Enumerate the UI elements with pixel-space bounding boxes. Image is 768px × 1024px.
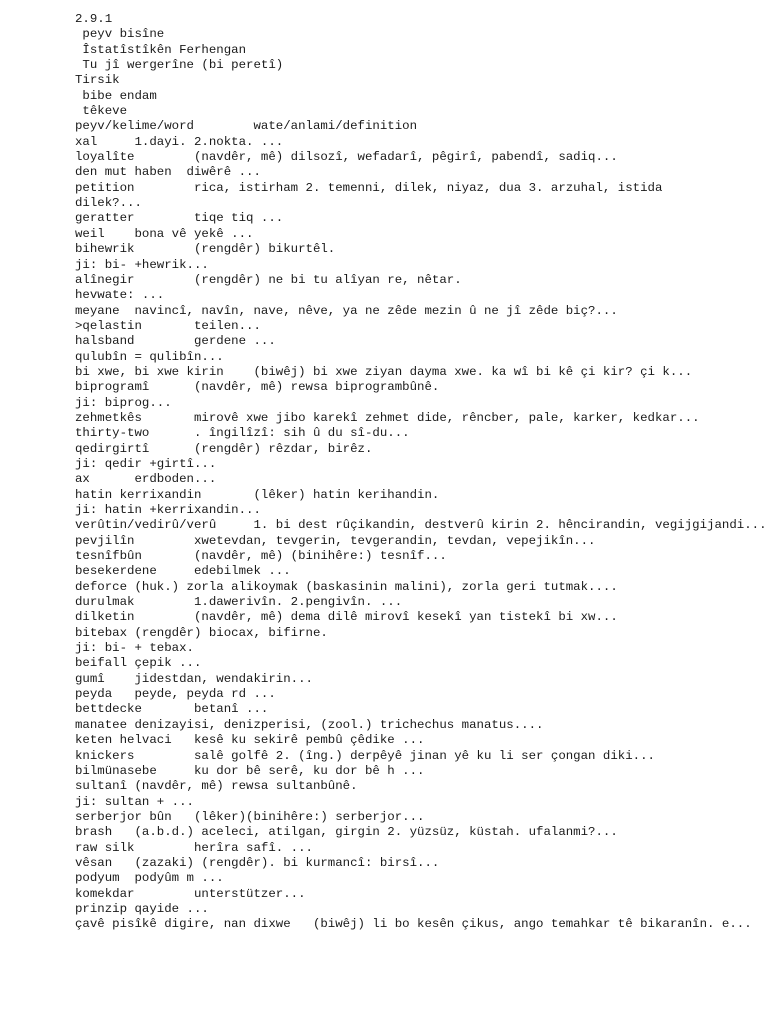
entry-line: hatin kerrixandin (lêker) hatin kerihandin.: [75, 487, 440, 502]
entry-line: prinzip qayide ...: [75, 901, 209, 916]
entry-line: petition rica, istirham 2. temenni, dilek, niyaz, dua 3. arzuhal, istida: [75, 180, 663, 195]
entry-line: podyum podyûm m ...: [75, 871, 224, 886]
entry-line: biprogramî (navdêr, mê) rewsa biprogrambûnê.: [75, 380, 440, 395]
header-line: Tu jî wergerîne (bi peretî): [75, 58, 284, 73]
entry-line: alînegir (rengdêr) ne bi tu alîyan re, nêtar.: [75, 272, 462, 287]
entry-line: gumî jidestdan, wendakirin...: [75, 671, 313, 686]
dictionary-document: [75, 12, 767, 933]
entry-line: peyda peyde, peyda rd ...: [75, 687, 276, 702]
entry-line: bettdecke betanî ...: [75, 702, 269, 717]
entry-line: ji: sultan + ...: [75, 794, 194, 809]
entry-line: keten helvaci kesê ku sekirê pembû çêdike ...: [75, 733, 425, 748]
entry-line: verûtin/vedirû/verû 1. bi dest rûçikandin, destverû kirin 2. hêncirandin, vegijgijandi...: [75, 518, 767, 533]
entry-line: ji: qedir +girtî...: [75, 456, 217, 471]
entry-line: deforce (huk.) zorla alikoymak (baskasinin malini), zorla geri tutmak....: [75, 579, 618, 594]
entry-line: geratter tiqe tiq ...: [75, 211, 284, 226]
entry-line: bitebax (rengdêr) biocax, bifirne.: [75, 625, 328, 640]
header-line: bibe endam: [75, 88, 157, 103]
entry-line: serberjor bûn (lêker)(binihêre:) serberjor...: [75, 809, 425, 824]
entry-line: beifall çepik ...: [75, 656, 202, 671]
entry-line: ji: biprog...: [75, 395, 172, 410]
entry-line: raw silk herîra safî. ...: [75, 840, 313, 855]
header-line: Îstatîstîkên Ferhengan: [75, 42, 247, 57]
entry-line: halsband gerdene ...: [75, 334, 276, 349]
entry-line: brash (a.b.d.) aceleci, atilgan, girgin 2. yüzsüz, küstah. ufalanmi?...: [75, 825, 618, 840]
entry-line: ji: bi- + tebax.: [75, 641, 194, 656]
entry-line: loyalîte (navdêr, mê) dilsozî, wefadarî, pêgirî, pabendî, sadiq...: [75, 150, 618, 165]
entry-line: bi xwe, bi xwe kirin (biwêj) bi xwe ziyan dayma xwe. ka wî bi kê çi kir? çi k...: [75, 364, 693, 379]
entry-line: çavê pisîkê digire, nan dixwe (biwêj) li bo kesên çikus, ango temahkar tê bikaranîn. e...: [75, 917, 752, 932]
entry-line: manatee denizayisi, denizperisi, (zool.) trichechus manatus....: [75, 717, 544, 732]
entry-line: tesnîfbûn (navdêr, mê) (binihêre:) tesnîf...: [75, 549, 447, 564]
entry-line: ax erdboden...: [75, 472, 217, 487]
entry-line: hevwate: ...: [75, 288, 165, 303]
header-line: Tirsik: [75, 73, 120, 88]
entry-line: dilek?...: [75, 196, 142, 211]
entry-line: besekerdene edebilmek ...: [75, 564, 291, 579]
entry-line: zehmetkês mirovê xwe jibo karekî zehmet dide, rêncber, pale, karker, kedkar...: [75, 410, 700, 425]
entry-line: >qelastin teilen...: [75, 318, 261, 333]
entry-line: komekdar unterstützer...: [75, 886, 306, 901]
entry-line: dilketin (navdêr, mê) dema dilê mirovî kesekî yan tistekî bi xw...: [75, 610, 618, 625]
header-line: peyv bisîne: [75, 27, 165, 42]
entry-line: ji: bi- +hewrik...: [75, 257, 209, 272]
entry-line: vêsan (zazaki) (rengdêr). bi kurmancî: birsî...: [75, 855, 440, 870]
header-line: 2.9.1: [75, 12, 113, 26]
entry-line: sultanî (navdêr, mê) rewsa sultanbûnê.: [75, 779, 358, 794]
column-header-line: peyv/kelime/word wate/anlami/definition: [75, 119, 418, 134]
entry-line: meyane navincî, navîn, nave, nêve, ya ne zêde mezin û ne jî zêde biç?...: [75, 303, 618, 318]
entry-line: knickers salê golfê 2. (îng.) derpêyê jinan yê ku li ser çongan diki...: [75, 748, 655, 763]
entry-line: pevjilîn xwetevdan, tevgerin, tevgerandin, tevdan, vepejikîn...: [75, 533, 596, 548]
entry-line: qulubîn = qulibîn...: [75, 349, 224, 364]
entry-line: qedirgirtî (rengdêr) rêzdar, birêz.: [75, 441, 373, 456]
entry-line: thirty-two . îngilîzî: sih û du sî-du...: [75, 426, 410, 441]
entry-line: xal 1.dayi. 2.nokta. ...: [75, 134, 284, 149]
entry-line: ji: hatin +kerrixandin...: [75, 503, 261, 517]
entry-line: bilmünasebe ku dor bê serê, ku dor bê h ...: [75, 763, 425, 778]
entry-line: weil bona vê yekê ...: [75, 226, 254, 241]
entry-line: durulmak 1.dawerivîn. 2.pengivîn. ...: [75, 595, 403, 610]
header-line: têkeve: [75, 104, 128, 119]
entry-line: den mut haben diwêrê ...: [75, 165, 261, 180]
entry-line: bihewrik (rengdêr) bikurtêl.: [75, 242, 336, 257]
